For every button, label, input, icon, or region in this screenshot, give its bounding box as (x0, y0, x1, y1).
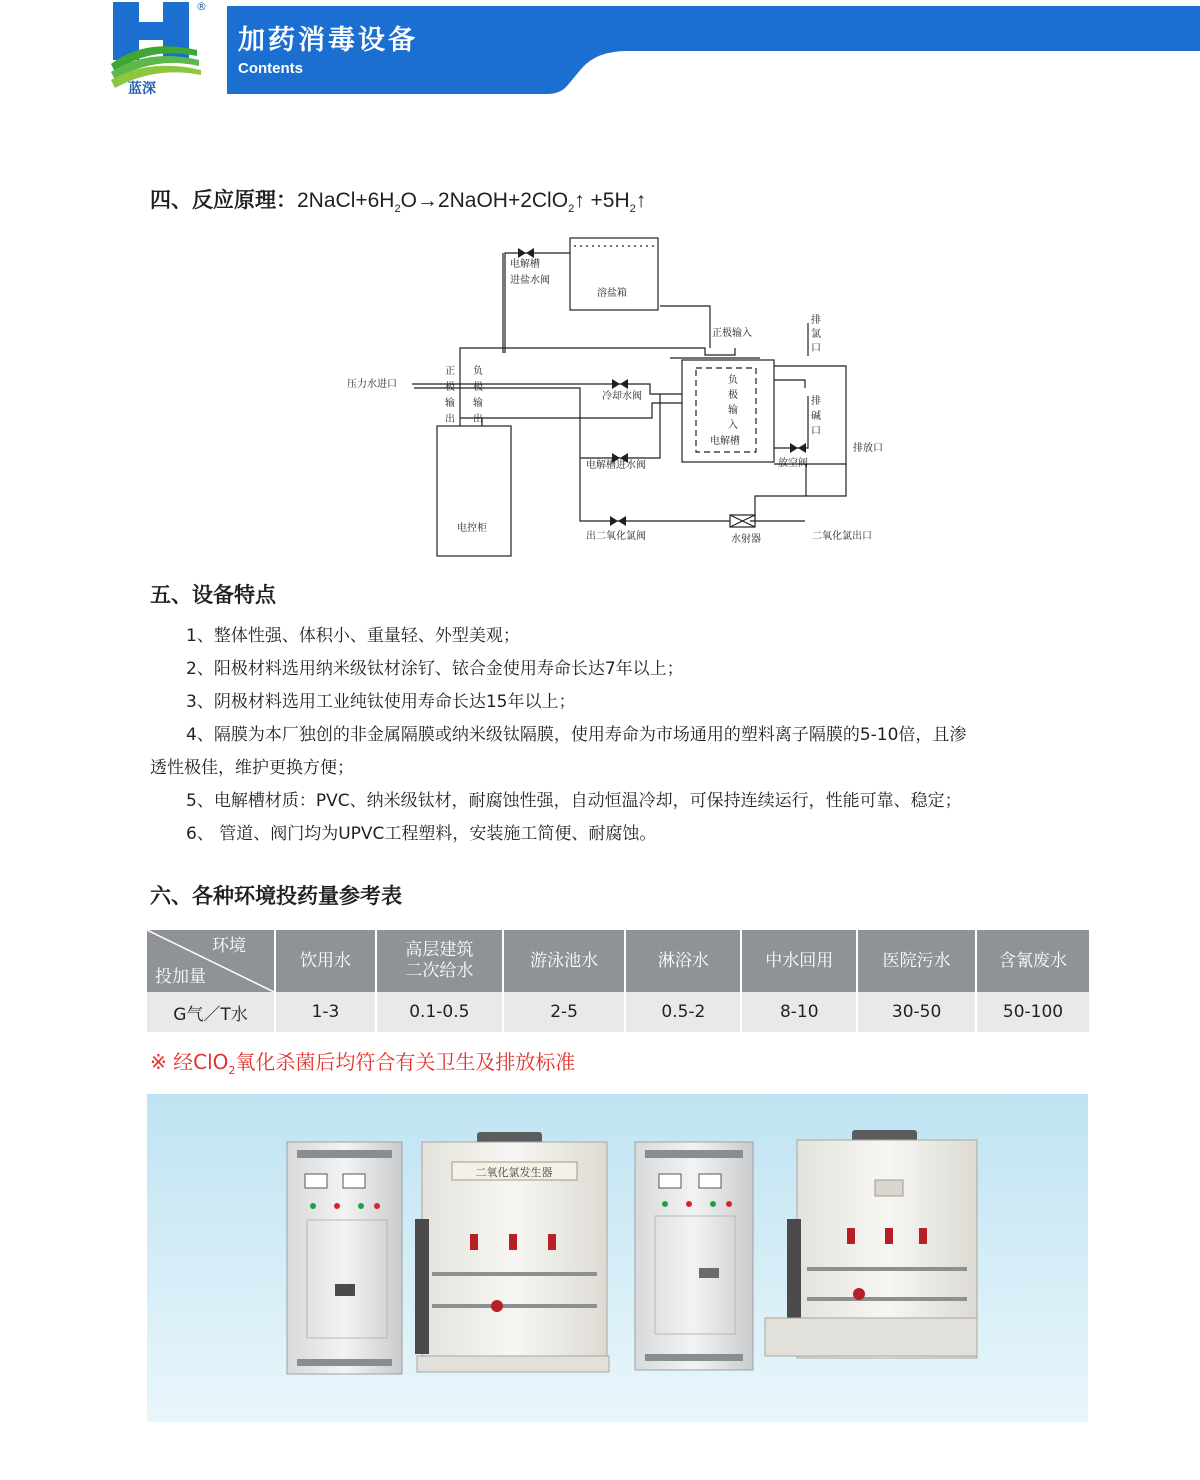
column-header: 淋浴水 (625, 930, 741, 992)
label-control-cabinet: 电控柜 (457, 523, 487, 534)
label-pos-out-1: 正 (445, 366, 455, 377)
generator-unit-2 (765, 1130, 977, 1358)
label-pressure-water: 压力水进口 (347, 379, 397, 390)
label-electrolytic-cell: 电解槽 (710, 436, 740, 447)
product-photo (147, 1094, 1088, 1422)
label-pos-out-4: 出 (445, 414, 455, 425)
label-neg-out-1: 负 (473, 366, 483, 377)
column-header: 医院污水 (857, 930, 976, 992)
section6-heading: 六、各种环境投药量参考表 (150, 884, 402, 908)
feature-item: 6、 管道、阀门均为UPVC工程塑料，安装施工简便、耐腐蚀。 (186, 824, 657, 844)
label-vent-valve: 放空阀 (778, 458, 808, 469)
column-header: 饮用水 (275, 930, 376, 992)
label-neg-in-1: 负 (728, 375, 738, 386)
label-inlet-valve-1: 电解槽 (510, 259, 540, 270)
label-chlorine-3: 口 (811, 343, 821, 354)
feature-list (150, 620, 1100, 851)
salt-tank-box (570, 238, 658, 310)
label-pos-out-2: 极 (445, 382, 455, 393)
label-cell-inlet-valve: 电解槽进水阀 (586, 460, 646, 471)
label-alkali-3: 口 (811, 426, 821, 437)
process-diagram (330, 228, 900, 563)
table-cell: 50-100 (976, 992, 1089, 1032)
label-chlorine-2: 氯 (811, 329, 821, 340)
feature-item: 2、阳极材料选用纳米级钛材涂钌、铱合金使用寿命长达7年以上； (186, 659, 684, 679)
feature-item-continued: 透性极佳，维护更换方便； (150, 758, 354, 778)
generator-unit-1 (415, 1132, 609, 1372)
table-corner-cell (147, 930, 275, 992)
column-header: 游泳池水 (503, 930, 626, 992)
table-cell: 30-50 (857, 992, 976, 1032)
page-title: 加药消毒设备 (238, 25, 418, 56)
feature-item: 1、整体性强、体积小、重量轻、外型美观； (186, 626, 520, 646)
standards-note: ※ 经ClO$_2$氧化杀菌后均符合有关卫生及排放标准 (150, 1050, 576, 1077)
dosage-table (147, 930, 1089, 1032)
registered-mark: ® (196, 0, 207, 13)
label-neg-in-4: 入 (728, 420, 738, 431)
label-clo2-valve: 出二氧化氯阀 (586, 531, 646, 542)
label-chlorine-1: 排 (811, 315, 821, 326)
table-row (147, 992, 1089, 1032)
control-cabinet-1 (287, 1142, 402, 1374)
label-pos-out-3: 输 (445, 398, 455, 409)
reaction-formula: $2NaCl+6H_2O\to 2NaOH+2ClO_2↑$ $+5H_2↑$ (297, 189, 647, 216)
feature-item: 5、电解槽材质：PVC、纳米级钛材，耐腐蚀性强，自动恒温冷却，可保持连续运行，性能可靠、稳定； (186, 791, 962, 811)
table-cell: 1-3 (275, 992, 376, 1032)
label-alkali-1: 排 (811, 396, 821, 407)
corner-bottom-label: 投加量 (155, 967, 206, 987)
label-discharge: 排放口 (853, 443, 883, 454)
row-label: G气／T水 (147, 992, 275, 1032)
label-salt-tank: 溶盐箱 (597, 288, 627, 299)
section4-heading (150, 184, 646, 215)
label-neg-out-3: 输 (473, 398, 483, 409)
label-neg-out-2: 极 (473, 382, 483, 393)
column-header: 含氰废水 (976, 930, 1089, 992)
label-cooling-valve: 冷却水阀 (602, 391, 642, 402)
brand-name: 蓝深 (128, 81, 156, 97)
feature-item: 4、隔膜为本厂独创的非金属隔膜或纳米级钛隔膜，使用寿命为市场通用的塑料离子隔膜的5-10倍，且渗 (186, 725, 967, 745)
control-cabinet-2 (635, 1142, 753, 1370)
label-neg-out-4: 出 (473, 414, 483, 425)
column-header: 高层建筑 二次给水 (376, 930, 503, 992)
section5-heading: 五、设备特点 (150, 583, 276, 607)
control-cabinet-box (437, 426, 511, 556)
label-clo2-outlet: 二氧化氯出口 (812, 531, 872, 542)
table-header-row (147, 930, 1089, 992)
table-cell: 0.5-2 (625, 992, 741, 1032)
table-cell: 0.1-0.5 (376, 992, 503, 1032)
brand-logo (105, 0, 210, 100)
page-subtitle: Contents (238, 60, 303, 77)
label-neg-in-3: 输 (728, 405, 738, 416)
table-cell: 8-10 (741, 992, 857, 1032)
label-ejector: 水射器 (731, 534, 761, 545)
column-header: 中水回用 (741, 930, 857, 992)
label-alkali-2: 碱 (811, 411, 821, 422)
section4-title: 四、反应原理： (150, 188, 297, 212)
table-cell: 2-5 (503, 992, 626, 1032)
corner-top-label: 环境 (212, 936, 246, 956)
label-neg-in-2: 极 (728, 390, 738, 401)
label-positive-input: 正极输入 (712, 328, 752, 339)
generator-nameplate: 二氧化氯发生器 (475, 1166, 553, 1179)
label-inlet-valve-2: 进盐水阀 (510, 275, 550, 286)
feature-item: 3、阴极材料选用工业纯钛使用寿命长达15年以上； (186, 692, 576, 712)
